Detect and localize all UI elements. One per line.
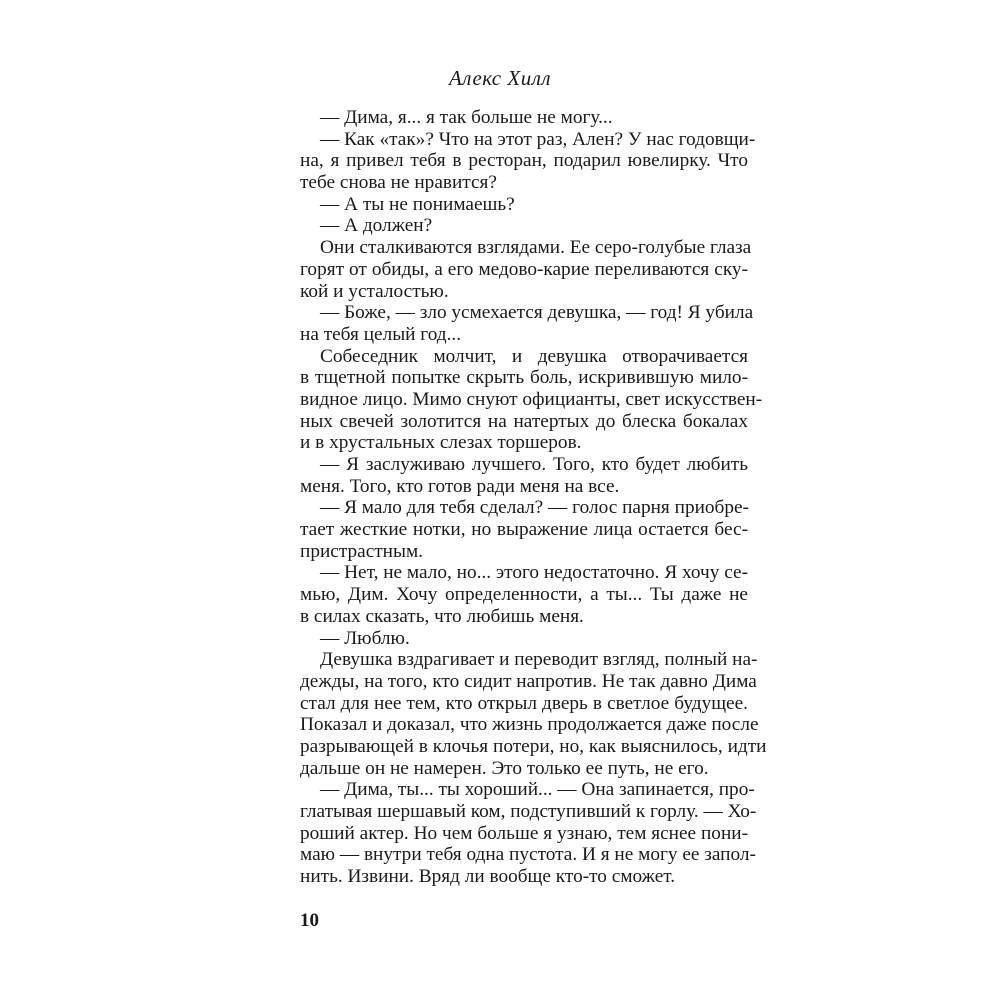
text-line: Собеседник молчит, и девушка отворачивается: [320, 345, 748, 367]
text-line: — Нет, не мало, но... этого недостаточно. Я хочу се-: [320, 562, 748, 584]
text-line: пристрастным.: [300, 540, 423, 562]
text-line: в тщетной попытке скрыть боль, искривившую мило-: [300, 367, 748, 389]
text-line: — А ты не понимаешь?: [320, 193, 515, 215]
text-line: глатывая шершавый ком, подступивший к горлу. — Хо-: [300, 801, 757, 822]
text-line: тебе снова не нравится?: [300, 172, 497, 194]
running-head-author: Алекс Хилл: [448, 66, 552, 90]
text-line: Они сталкиваются взглядами. Ее серо-голубые глаза: [320, 237, 752, 259]
text-line: мью, Дим. Хочу определенности, а ты... Ты даже не: [300, 584, 748, 606]
text-line: на тебя целый год...: [300, 323, 462, 345]
text-line: тает жесткие нотки, но выражение лица остается бес-: [300, 519, 748, 541]
text-line: видное лицо. Мимо снуют официанты, свет искусствен-: [300, 388, 763, 410]
text-line: — Дима, я... я так больше не могу...: [320, 107, 613, 128]
text-line: дальше он не намерен. Это только ее путь, не его.: [300, 757, 709, 779]
text-line: — Люблю.: [320, 627, 410, 649]
text-line: в силах сказать, что любишь меня.: [300, 605, 584, 627]
text-line: горят от обиды, а его медово-карие переливаются ску-: [300, 258, 748, 280]
text-line: стал для нее тем, кто открыл дверь в светлое будущее.: [300, 692, 748, 714]
page-number: 10: [300, 910, 319, 931]
text-line: ных свечей золотится на натертых до блеска бокалах: [300, 410, 748, 432]
text-line: — Дима, ты... ты хороший... — Она запинается, про-: [320, 779, 755, 801]
text-line: — Как «так»? Что на этот раз, Ален? У нас годовщи-: [320, 128, 756, 150]
text-line: дежды, на того, кто сидит напротив. Не так давно Дима: [300, 670, 757, 692]
text-line: Девушка вздрагивает и переводит взгляд, полный на-: [320, 649, 758, 671]
text-line: — Я мало для тебя сделал? — голос парня приобре-: [320, 497, 749, 519]
text-line: нить. Извини. Вряд ли вообще кто-то сможет.: [300, 866, 676, 888]
text-line: маю — внутри тебя одна пустота. И я не могу ее запол-: [300, 844, 756, 866]
text-line: меня. Того, кто готов ради меня на все.: [300, 475, 620, 497]
text-line: разрывающей в клочья потери, но, как выяснилось, идти: [300, 735, 767, 757]
text-line: кой и усталостью.: [300, 280, 449, 302]
text-line: роший актер. Но чем больше я узнаю, тем яснее пони-: [300, 822, 748, 844]
body-text: [300, 107, 767, 888]
text-line: — Боже, — зло усмехается девушка, — год! Я убила: [320, 302, 754, 324]
text-line: — А должен?: [320, 215, 433, 237]
text-line: — Я заслуживаю лучшего. Того, кто будет любить: [320, 454, 748, 475]
text-line: Показал и доказал, что жизнь продолжается даже после: [300, 714, 759, 736]
text-line: на, я привел тебя в ресторан, подарил ювелирку. Что: [300, 150, 748, 172]
text-line: и в хрустальных слезах торшеров.: [300, 432, 582, 454]
